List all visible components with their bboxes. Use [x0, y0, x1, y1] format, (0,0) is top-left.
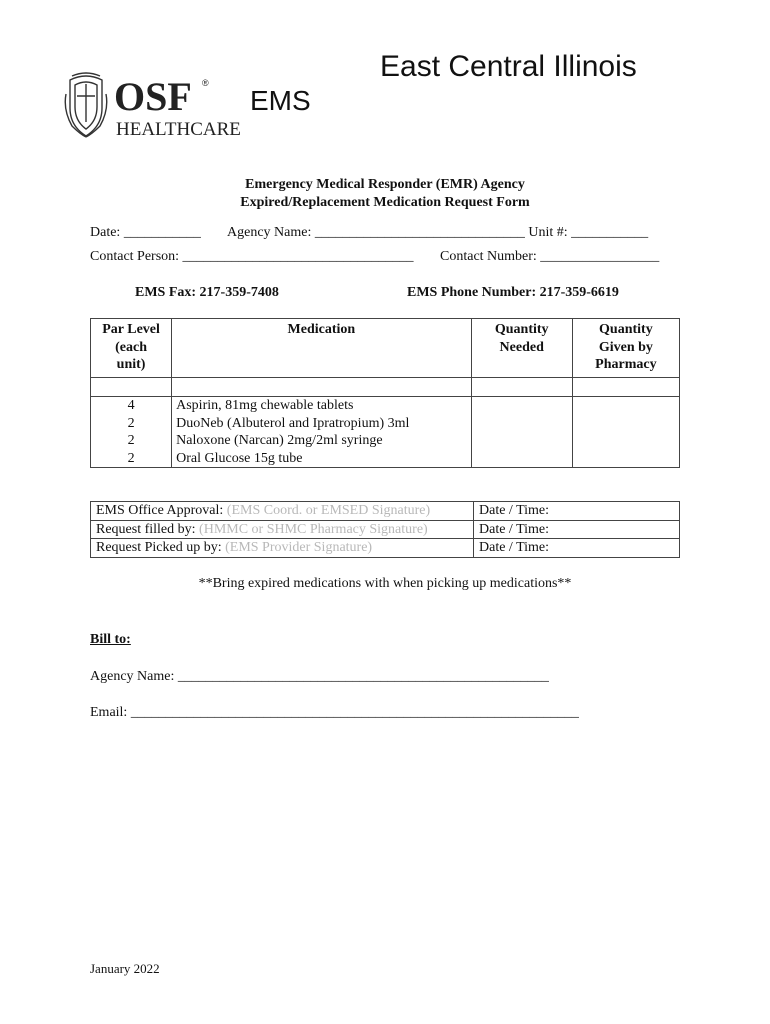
approval-hint: (EMS Coord. or EMSED Signature): [226, 503, 431, 518]
medication-cell: Oral Glucose 15g tube: [172, 450, 472, 468]
date-field[interactable]: Date: ___________: [90, 225, 201, 240]
pickup-label: Request Picked up by:: [96, 540, 222, 555]
par-level-cell: 2: [91, 432, 172, 450]
table-row: [91, 432, 680, 450]
contact-person-field[interactable]: Contact Person: _________________________________: [90, 249, 414, 264]
header-qn-line1: Quantity: [494, 322, 549, 337]
header-qg-line3: Pharmacy: [595, 357, 657, 372]
filled-datetime-cell[interactable]: Date / Time:: [474, 520, 680, 539]
par-level-cell: 4: [91, 397, 172, 415]
qty-given-cell[interactable]: [572, 397, 679, 415]
agency-name-unit-field[interactable]: Agency Name: ______________________________ Unit #: ___________: [227, 225, 649, 240]
qty-given-cell[interactable]: [572, 415, 679, 433]
approval-row: [91, 520, 680, 539]
medication-cell: DuoNeb (Albuterol and Ipratropium) 3ml: [172, 415, 472, 433]
registered-mark: ®: [202, 78, 209, 88]
osf-healthcare-logo: [62, 70, 241, 140]
qty-given-cell[interactable]: [572, 432, 679, 450]
header-qn-line2: Needed: [499, 339, 544, 355]
header-par-line1: Par Level: [102, 322, 160, 337]
ems-fax: EMS Fax: 217-359-7408: [135, 285, 279, 300]
approval-row: [91, 502, 680, 521]
medication-cell: Aspirin, 81mg chewable tablets: [172, 397, 472, 415]
logo-healthcare-text: HEALTHCARE: [116, 119, 241, 140]
par-level-cell: 2: [91, 415, 172, 433]
approval-row: [91, 539, 680, 558]
header-par-line2: (each: [115, 339, 147, 355]
contact-number-field[interactable]: Contact Number: _________________: [440, 249, 660, 264]
bill-agency-name-field[interactable]: Agency Name: _____________________________________________________: [90, 669, 549, 684]
form-title-line1: Emergency Medical Responder (EMR) Agency: [245, 177, 525, 192]
region-title: East Central Illinois: [380, 50, 637, 83]
header-medication: [172, 319, 472, 378]
header-par-line3: unit): [116, 357, 146, 372]
bill-to-heading: Bill to:: [90, 632, 131, 647]
bring-expired-note: **Bring expired medications with when picking up medications**: [198, 576, 572, 591]
qty-needed-cell[interactable]: [471, 397, 572, 415]
approval-table: [90, 501, 680, 558]
qty-needed-cell[interactable]: [471, 415, 572, 433]
qty-given-cell[interactable]: [572, 378, 679, 397]
qty-needed-cell[interactable]: [471, 450, 572, 468]
table-header-row: [91, 319, 680, 378]
qty-given-cell[interactable]: [572, 450, 679, 468]
ems-phone: EMS Phone Number: 217-359-6619: [407, 285, 619, 300]
par-level-cell: 2: [91, 450, 172, 468]
header-quantity-needed: [471, 319, 572, 378]
pickup-datetime-cell[interactable]: Date / Time:: [474, 539, 680, 558]
filled-signature-cell[interactable]: [91, 520, 474, 539]
header-par-level: [91, 319, 172, 378]
header-medication-text: Medication: [287, 322, 356, 337]
table-row: [91, 450, 680, 468]
filled-hint: (HMMC or SHMC Pharmacy Signature): [199, 521, 428, 537]
filled-label: Request filled by:: [96, 521, 196, 537]
footer-date: January 2022: [90, 961, 160, 976]
ems-heading: EMS: [250, 85, 311, 116]
table-row: [91, 397, 680, 415]
osf-crest-icon: [62, 70, 241, 140]
header-quantity-given: [572, 319, 679, 378]
qty-needed-cell[interactable]: [471, 378, 572, 397]
table-row: [91, 415, 680, 433]
qty-needed-cell[interactable]: [471, 432, 572, 450]
pickup-hint: (EMS Provider Signature): [225, 540, 373, 555]
form-title-line2: Expired/Replacement Medication Request Form: [240, 195, 530, 210]
header-qg-line1: Quantity: [599, 322, 653, 337]
pickup-signature-cell[interactable]: [91, 539, 474, 558]
approval-label: EMS Office Approval:: [96, 503, 224, 518]
header-qg-line2: Given by: [598, 339, 653, 355]
logo-osf-text: OSF: [114, 74, 192, 119]
approval-signature-cell[interactable]: [91, 502, 474, 521]
medication-cell: Naloxone (Narcan) 2mg/2ml syringe: [172, 432, 472, 450]
table-spacer-row: [91, 378, 680, 397]
approval-datetime-cell[interactable]: Date / Time:: [474, 502, 680, 521]
medication-table: [90, 318, 680, 468]
bill-email-field[interactable]: Email: ________________________________________________________________: [90, 705, 579, 720]
